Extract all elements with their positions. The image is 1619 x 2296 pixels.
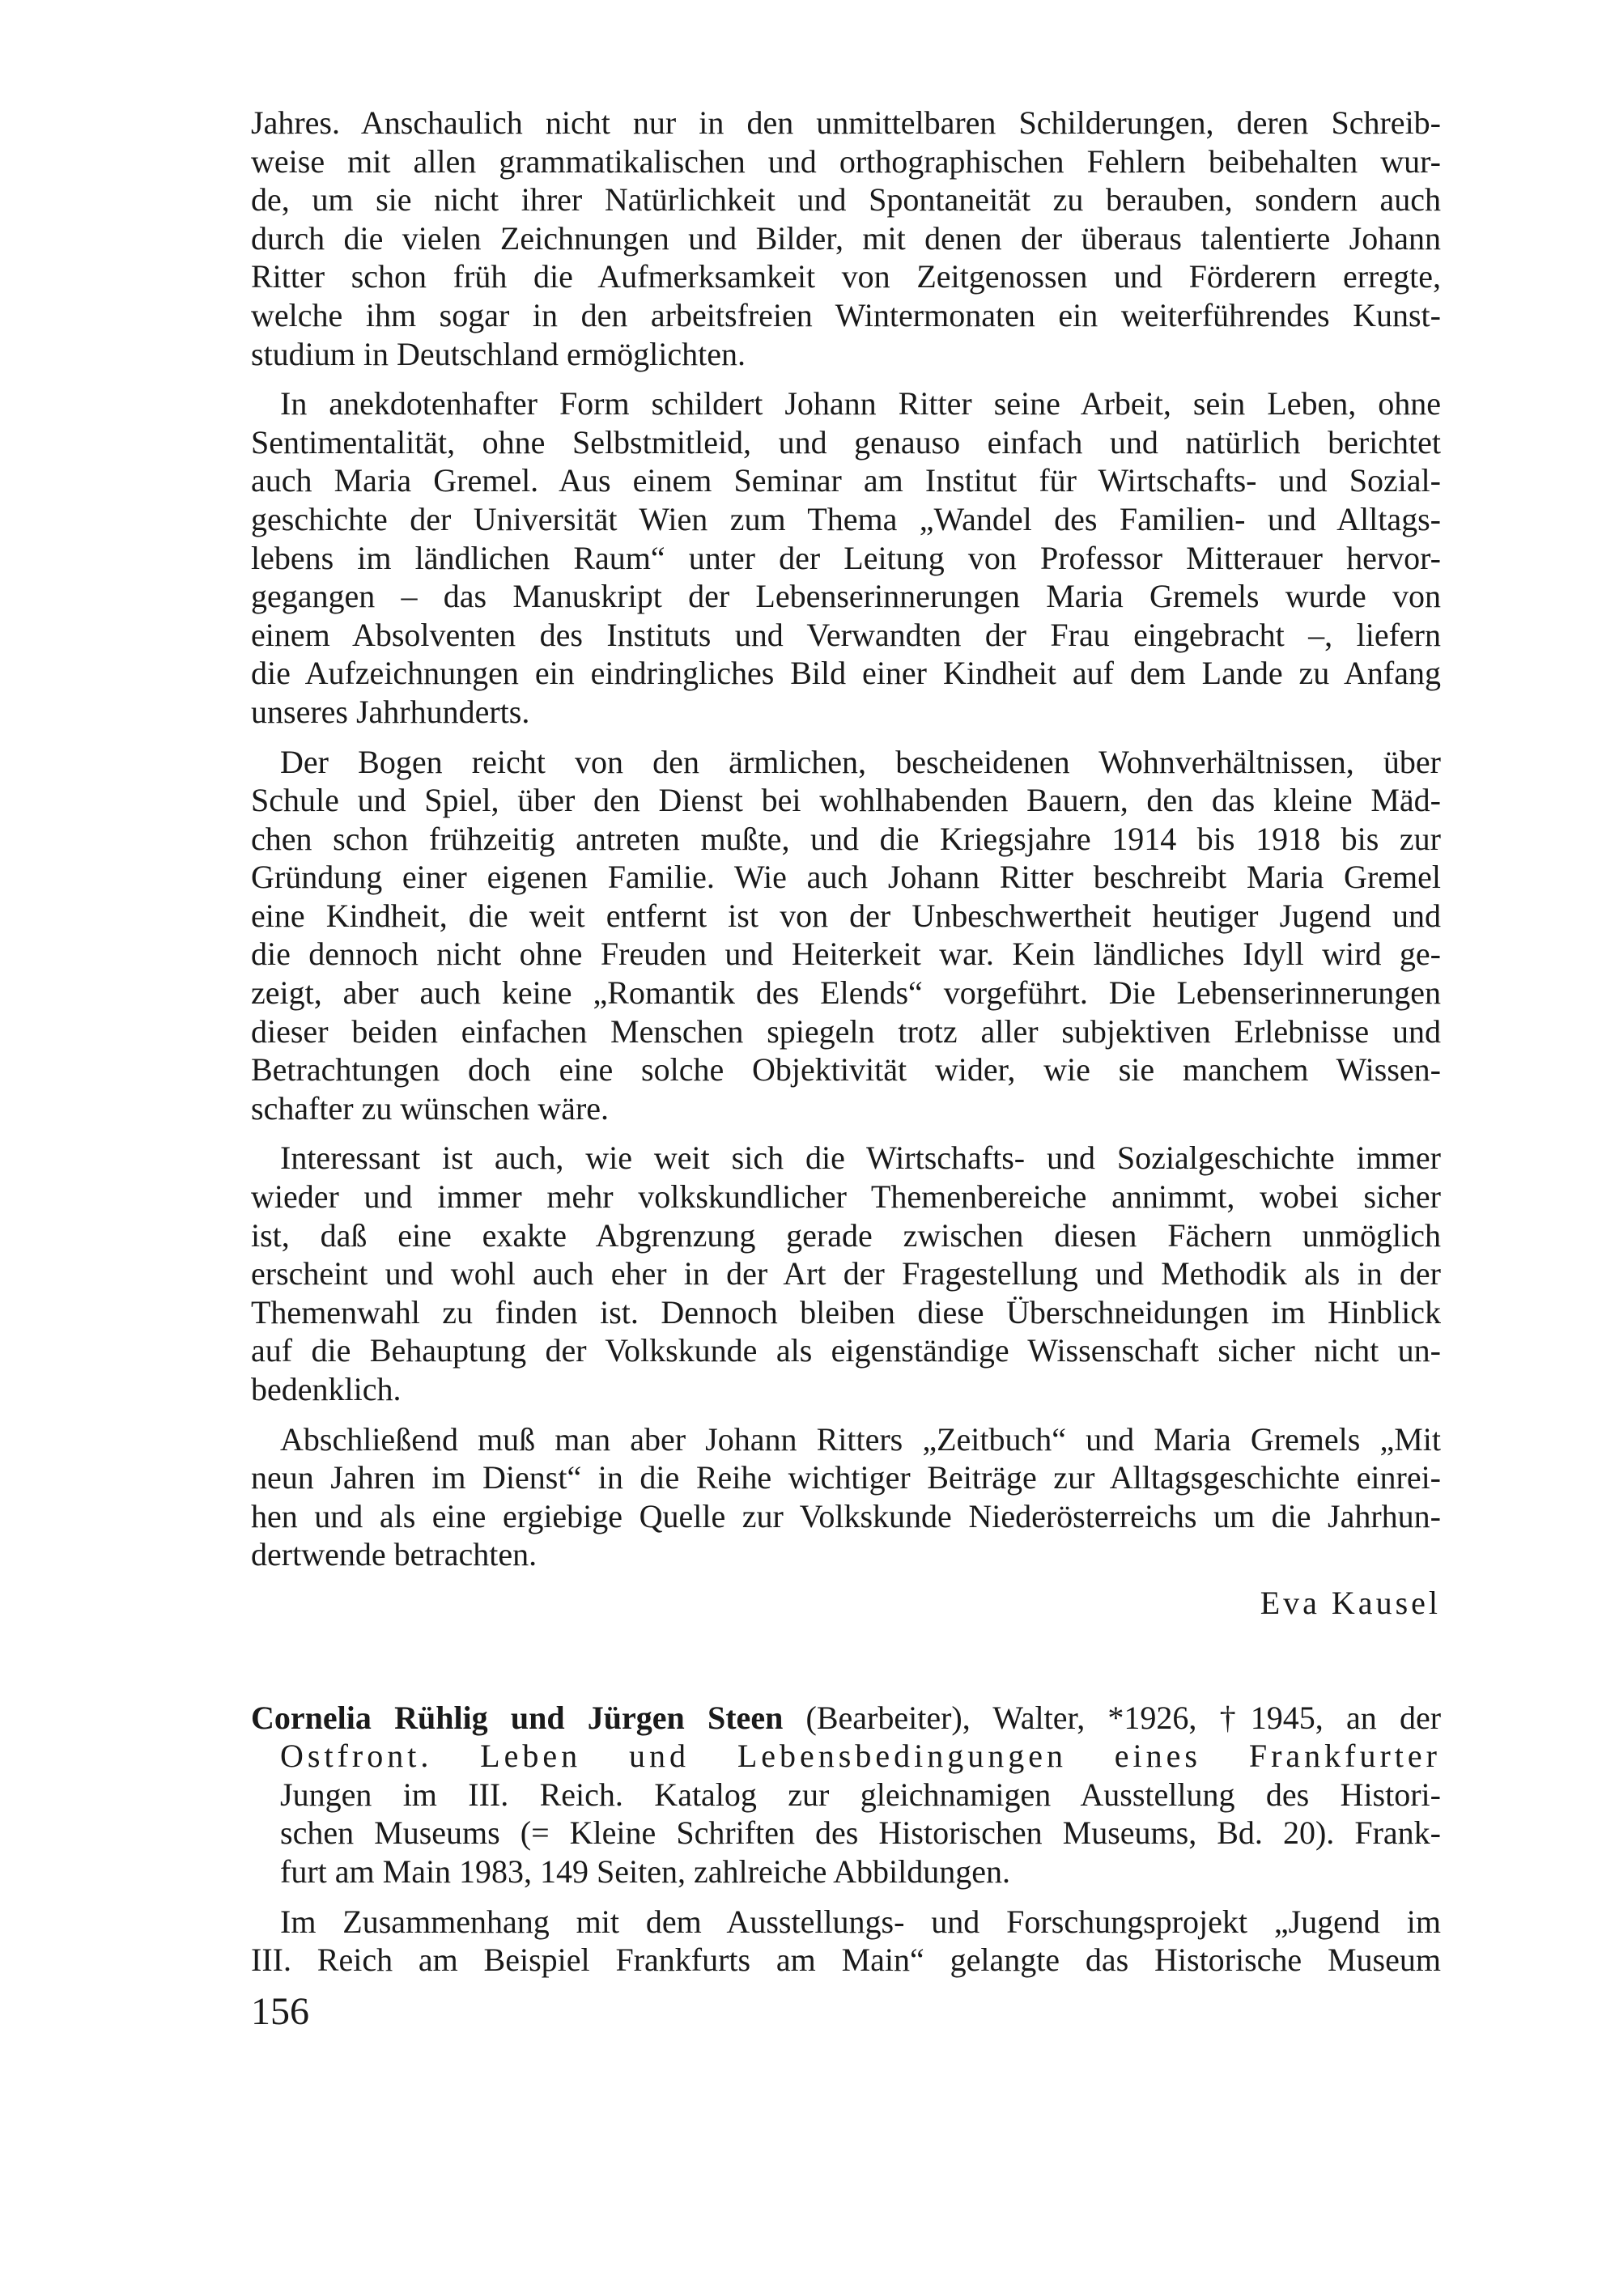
text-line: zeigt, aber auch keine „Romantik des Elends“ vorgeführt. Die Lebenserinnerungen [251, 974, 1441, 1012]
text-line: de, um sie nicht ihrer Natürlichkeit und Spontaneität zu berauben, sondern auch [251, 181, 1441, 219]
text-line: gegangen – das Manuskript der Lebenserinnerungen Maria Gremels wurde von [251, 578, 1441, 615]
text-line: hen und als eine ergiebige Quelle zur Volkskunde Niederösterreichs um die Jahrhun- [251, 1497, 1441, 1534]
entry-first-line [251, 1699, 1441, 1738]
text-line: Ostfront. Leben und Lebensbedingungen eines Frankfurter [280, 1738, 1441, 1775]
text-line: Sentimentalität, ohne Selbstmitleid, und genauso einfach und natürlich berichtet [251, 423, 1441, 460]
text-line: unseres Jahrhunderts. [251, 693, 530, 730]
text-line: die Aufzeichnungen ein eindringliches Bild einer Kindheit auf dem Lande zu Anfang [251, 655, 1441, 692]
text-line: einem Absolventen des Instituts und Verwandten der Frau eingebracht –, liefern [251, 616, 1441, 653]
paragraph-5 [251, 1420, 1441, 1574]
paragraph-1 [251, 104, 1441, 373]
text-line: ist, daß eine exakte Abgrenzung gerade zwischen diesen Fächern unmöglich [251, 1216, 1441, 1254]
text-line: eine Kindheit, die weit entfernt ist von der Unbeschwertheit heutiger Jugend und [251, 897, 1441, 934]
text-line: Der Bogen reicht von den ärmlichen, bescheidenen Wohnverhältnissen, über [280, 743, 1441, 780]
text-line: Betrachtungen doch eine solche Objektivität wider, wie sie manchem Wissen- [251, 1051, 1441, 1089]
text-line: durch die vielen Zeichnungen und Bilder, mit denen der überaus talentierte Johann [251, 219, 1441, 257]
text-line: III. Reich am Beispiel Frankfurts am Main“ gelangte das Historische Museum [251, 1942, 1441, 1979]
text-line: dertwende betrachten. [251, 1536, 538, 1573]
review-signature: Eva Kausel [1260, 1584, 1441, 1621]
text-line: bedenklich. [251, 1371, 402, 1407]
text-line: neun Jahren im Dienst“ in die Reihe wichtiger Beiträge zur Alltagsgeschichte einrei- [251, 1459, 1441, 1496]
text-line: geschichte der Universität Wien zum Thema „Wandel des Familien- und Alltags- [251, 500, 1441, 537]
text-line: weise mit allen grammatikalischen und orthographischen Fehlern beibehalten wur- [251, 142, 1441, 180]
page-number: 156 [251, 1990, 309, 2033]
text-line: wieder und immer mehr volkskundlicher Themenbereiche annimmt, wobei sicher [251, 1178, 1441, 1216]
text-line: Gründung einer eigenen Familie. Wie auch Johann Ritter beschreibt Maria Gremel [251, 859, 1441, 896]
text-line: furt am Main 1983, 149 Seiten, zahlreiche Abbildungen. [280, 1853, 1011, 1890]
text-line: auf die Behauptung der Volkskunde als eigenständige Wissenschaft sicher nicht un- [251, 1332, 1441, 1369]
text-line: erscheint und wohl auch eher in der Art der Fragestellung und Methodik als in der [251, 1255, 1441, 1292]
text-line: dieser beiden einfachen Menschen spiegeln trotz aller subjektiven Erlebnisse und [251, 1012, 1441, 1050]
text-line: Interessant ist auch, wie weit sich die Wirtschafts- und Sozialgeschichte immer [280, 1140, 1441, 1177]
text-line: Abschließend muß man aber Johann Ritters „Zeitbuch“ und Maria Gremels „Mit [280, 1420, 1441, 1458]
text-line: Jahres. Anschaulich nicht nur in den unmittelbaren Schilderungen, deren Schreib- [251, 104, 1441, 141]
text-line: Im Zusammenhang mit dem Ausstellungs- und Forschungsprojekt „Jugend im [280, 1903, 1441, 1940]
text-line: schen Museums (= Kleine Schriften des Historischen Museums, Bd. 20). Frank- [280, 1814, 1441, 1852]
text-line: Ritter schon früh die Aufmerksamkeit von Zeitgenossen und Förderern erregte, [251, 258, 1441, 295]
text-line: Themenwahl zu finden ist. Dennoch bleiben diese Überschneidungen im Hinblick [251, 1293, 1441, 1330]
review-paragraph [251, 1903, 1441, 1980]
paragraph-3 [251, 743, 1441, 1128]
text-line: Schule und Spiel, über den Dienst bei wohlhabenden Bauern, den das kleine Mäd- [251, 782, 1441, 819]
text-line: studium in Deutschland ermöglichten. [251, 335, 746, 372]
text-line: chen schon frühzeitig antreten mußte, und die Kriegsjahre 1914 bis 1918 bis zur [251, 820, 1441, 857]
text-line: welche ihm sogar in den arbeitsfreien Wintermonaten ein weiterführendes Kunst- [251, 296, 1441, 333]
page-body [251, 104, 1441, 1991]
text-line: die dennoch nicht ohne Freuden und Heiterkeit war. Kein ländliches Idyll wird ge- [251, 936, 1441, 973]
bibliographic-entry [251, 1699, 1441, 1891]
text-line: schafter zu wünschen wäre. [251, 1089, 610, 1127]
text-line: lebens im ländlichen Raum“ unter der Leitung von Professor Mitterauer hervor- [251, 539, 1441, 576]
entry-title-start: (Bearbeiter), Walter, *1926, †1945, an der [783, 1699, 1442, 1736]
paragraph-2 [251, 384, 1441, 731]
text-line: In anekdotenhafter Form schildert Johann Ritter seine Arbeit, sein Leben, ohne [280, 385, 1441, 422]
entry-authors: Cornelia Rühlig und Jürgen Steen [251, 1699, 784, 1736]
text-line: Jungen im III. Reich. Katalog zur gleichnamigen Ausstellung des Histori- [280, 1776, 1441, 1813]
text-line: auch Maria Gremel. Aus einem Seminar am Institut für Wirtschafts- und Sozial- [251, 462, 1441, 499]
paragraph-4 [251, 1139, 1441, 1408]
